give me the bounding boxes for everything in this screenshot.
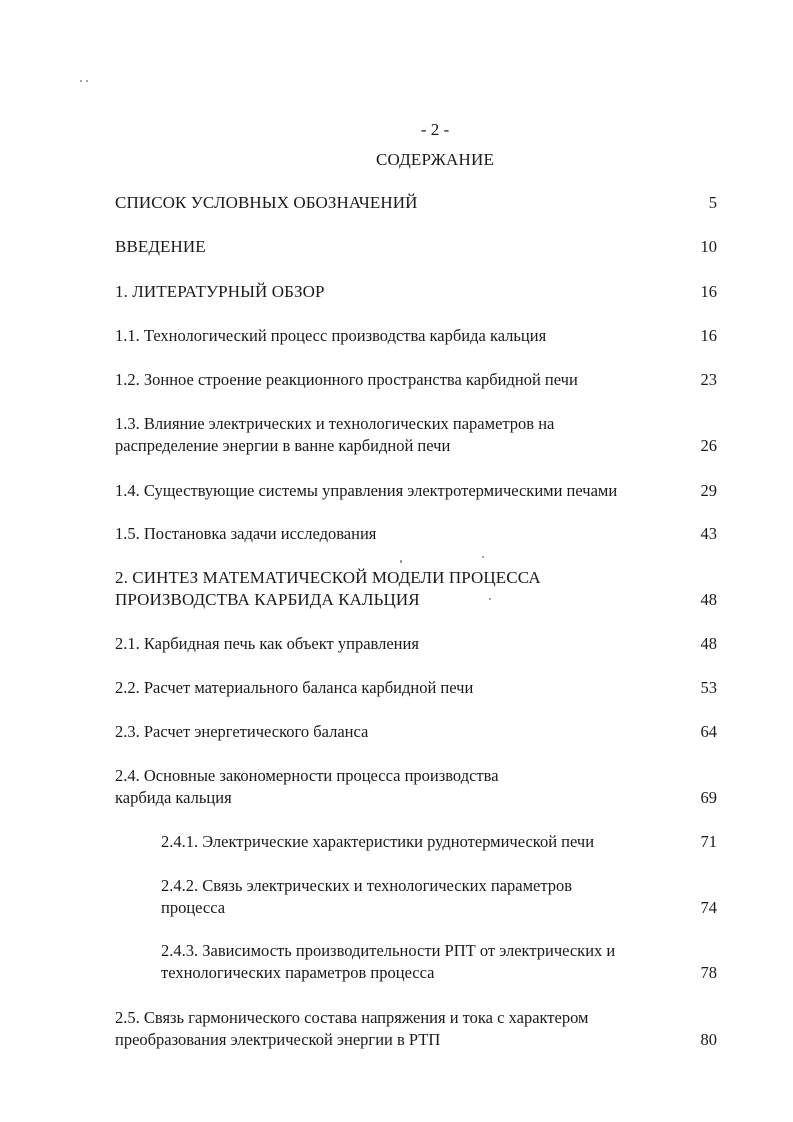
toc-entry-title-line1: 2.4. Основные закономерности процесса производства [115,766,499,785]
toc-entry [115,567,717,611]
toc-entry-title-line2: процесса [161,898,226,917]
scan-speck [80,80,82,82]
toc-entry-title-line1: 2.4.2. Связь электрических и технологических параметров [161,876,573,895]
scan-speck [86,80,88,82]
toc-entry-page: 71 [700,832,717,851]
page-number: - 2 - [420,120,450,139]
toc-entry-title-line2: преобразования электрической энергии в РТП [115,1030,441,1049]
page-title: СОДЕРЖАНИЕ [375,150,495,169]
toc-entry-title-line1: 1.3. Влияние электрических и технологических параметров на [115,414,555,433]
toc-entry [115,192,717,214]
toc-entry-title-line2: технологических параметров процесса [161,963,435,982]
toc-entry [115,765,717,809]
toc-entry-title: 1. ЛИТЕРАТУРНЫЙ ОБЗОР [115,282,325,301]
toc-entry-title: 1.4. Существующие системы управления электротермическими печами [115,481,618,500]
toc-entry [115,413,717,457]
toc-entry [161,940,717,984]
scan-speck [489,598,491,600]
toc-entry-title: 2.1. Карбидная печь как объект управления [115,634,419,653]
toc-entry [115,677,717,699]
toc-entry-page: 29 [700,481,717,500]
toc-entry [115,523,717,545]
toc-entry [115,721,717,743]
toc-entry-page: 69 [700,788,717,807]
toc-entry-page: 5 [708,193,717,212]
toc-entry [161,831,717,853]
toc-entry [115,633,717,655]
toc-entry-page: 43 [700,524,717,543]
toc-entry-page: 80 [700,1030,717,1049]
toc-entry-title-line2: ПРОИЗВОДСТВА КАРБИДА КАЛЬЦИЯ [115,590,420,609]
toc-entry-title: 1.5. Постановка задачи исследования [115,524,377,543]
toc-entry [115,369,717,391]
scan-speck [400,560,402,563]
toc-entry-title: 2.3. Расчет энергетического баланса [115,722,369,741]
toc-entry-title: 1.2. Зонное строение реакционного пространства карбидной печи [115,370,578,389]
toc-entry [161,875,717,919]
toc-entry-title: 2.2. Расчет материального баланса карбидной печи [115,678,474,697]
toc-entry-page: 16 [700,282,717,301]
toc-entry-page: 48 [700,634,717,653]
toc-entry-page: 26 [700,436,717,455]
toc-entry-page: 74 [700,898,717,917]
toc-entry-title-line2: распределение энергии в ванне карбидной печи [115,436,451,455]
toc-entry-page: 16 [700,326,717,345]
toc-entry [115,1007,717,1051]
toc-entry-title: 1.1. Технологический процесс производства карбида кальция [115,326,547,345]
toc-entry-title-line1: 2. СИНТЕЗ МАТЕМАТИЧЕСКОЙ МОДЕЛИ ПРОЦЕССА [115,568,541,587]
toc-entry-title: СПИСОК УСЛОВНЫХ ОБОЗНАЧЕНИЙ [115,193,418,212]
toc-entry-page: 23 [700,370,717,389]
toc-entry-title-line1: 2.5. Связь гармонического состава напряжения и тока с характером [115,1008,589,1027]
toc-entry-title: 2.4.1. Электрические характеристики руднотермической печи [161,832,595,851]
scan-speck [482,556,484,558]
toc-entry [115,325,717,347]
toc-entry-title: ВВЕДЕНИЕ [115,237,206,256]
toc-entry-page: 64 [700,722,717,741]
toc-entry [115,480,717,502]
toc-entry [115,281,717,303]
toc-entry-title-line2: карбида кальция [115,788,232,807]
toc-entry-page: 48 [700,590,717,609]
toc-entry-page: 53 [700,678,717,697]
toc-entry-page: 10 [700,237,717,256]
toc-entry [115,236,717,258]
toc-entry-page: 78 [700,963,717,982]
toc-entry-title-line1: 2.4.3. Зависимость производительности РПТ от электрических и [161,941,616,960]
